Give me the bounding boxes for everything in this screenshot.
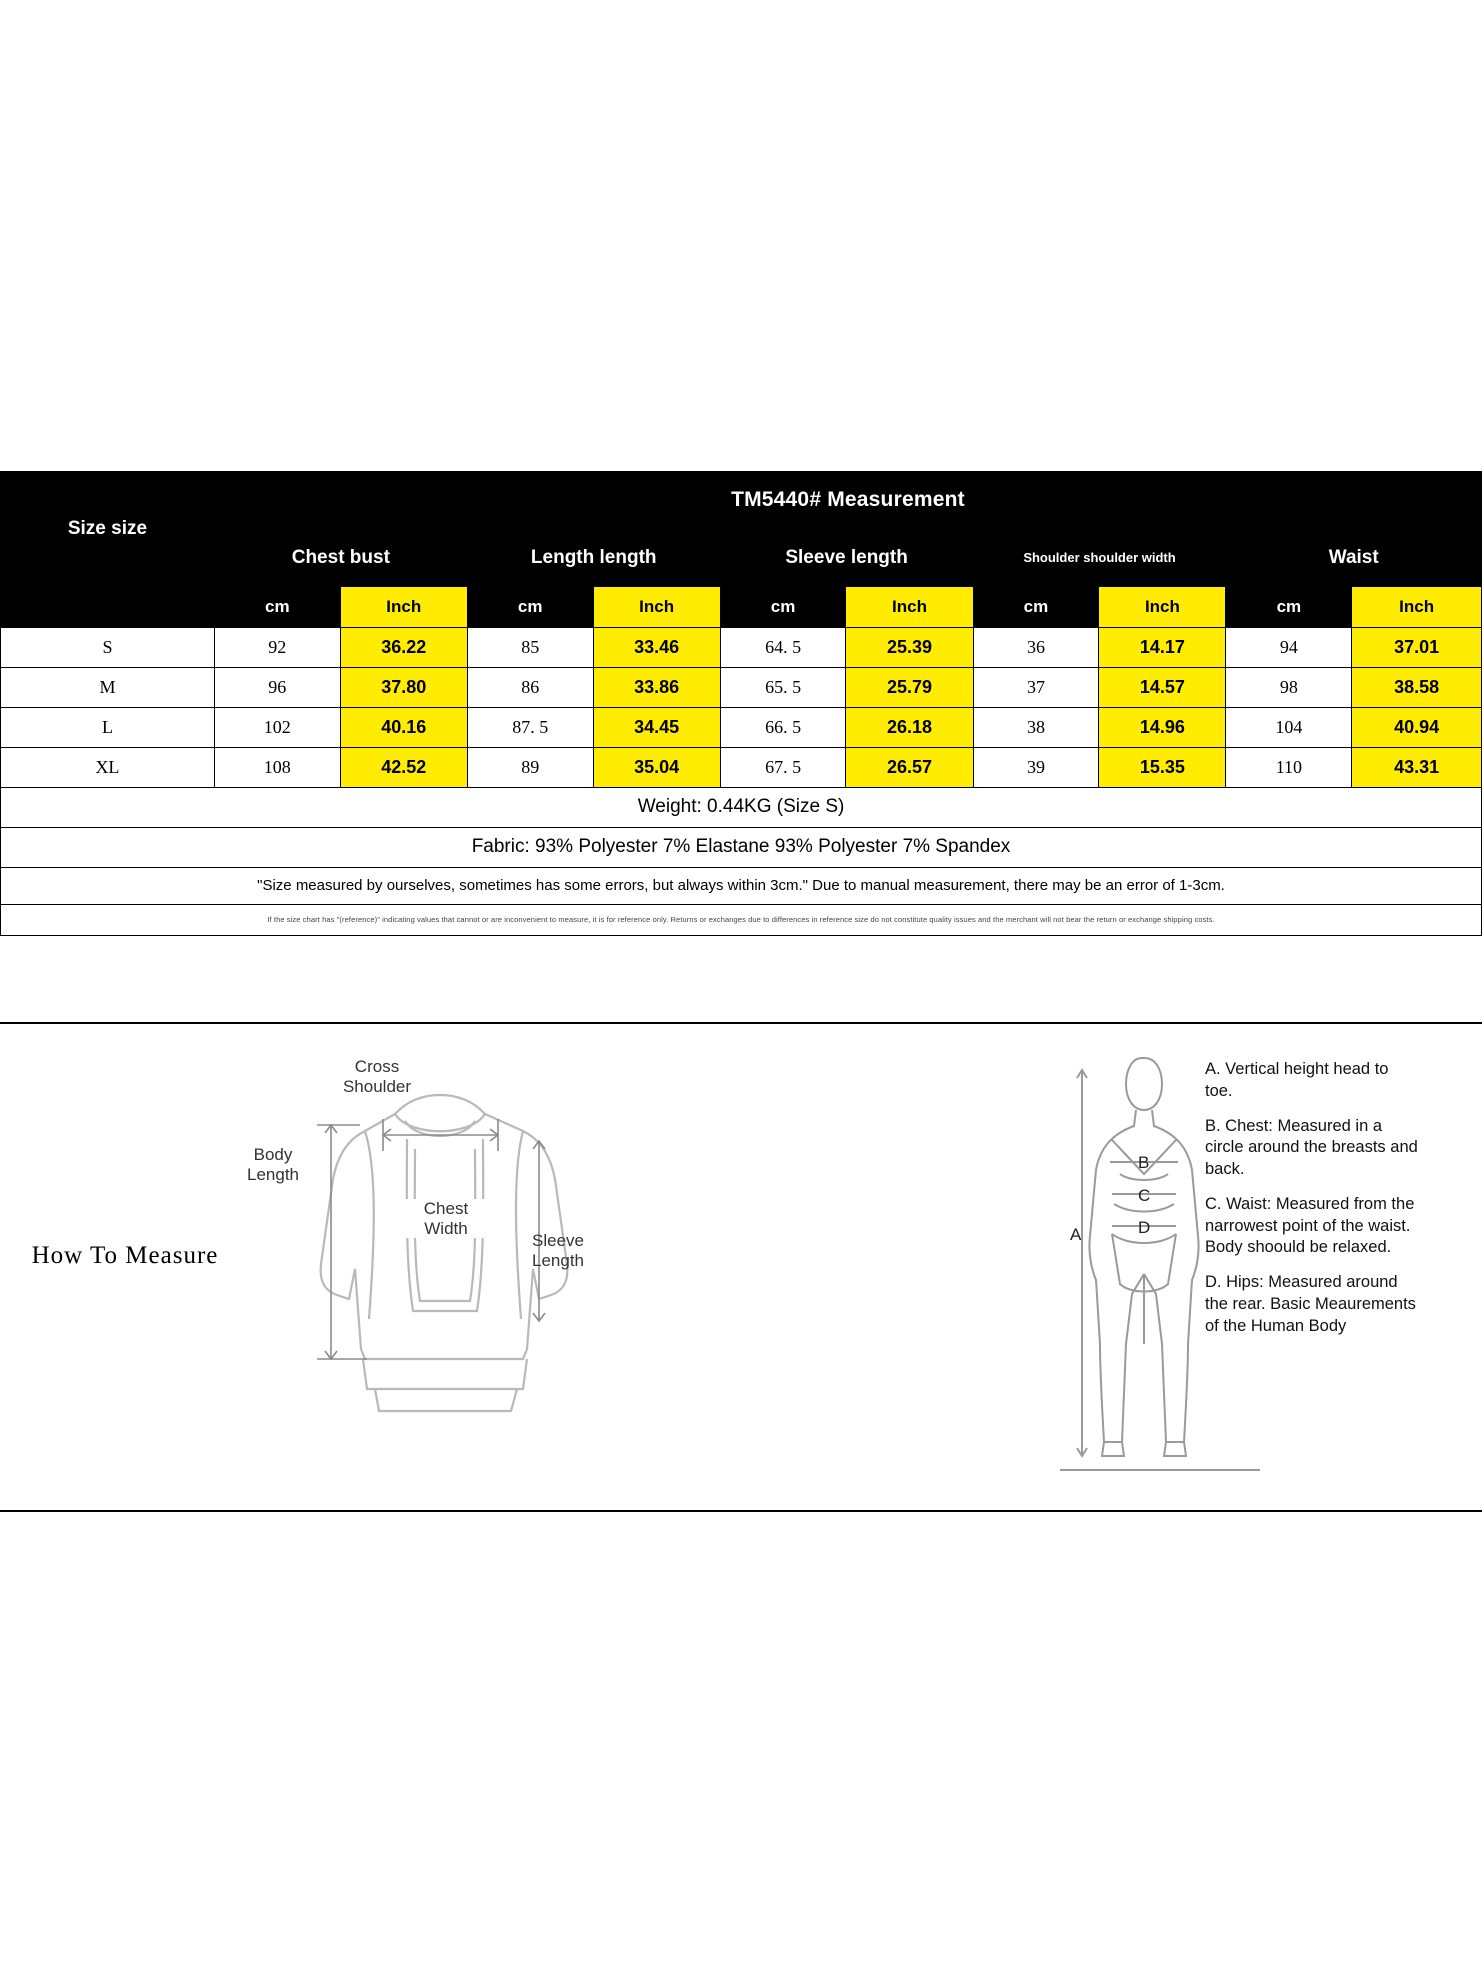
label-body-length: Body Length xyxy=(247,1145,299,1184)
row-size-label: S xyxy=(1,628,215,668)
row-size-label: M xyxy=(1,668,215,708)
cell-waist-cm: 94 xyxy=(1226,628,1352,668)
unit-inch-sleeve: Inch xyxy=(846,587,973,628)
group-header-chest: Chest bust xyxy=(214,529,467,587)
cell-length-inch: 34.45 xyxy=(593,708,720,748)
measure-desc-c: C. Waist: Measured from the narrowest point of the waist. Body shoould be relaxed. xyxy=(1205,1194,1415,1257)
cell-length-inch: 33.86 xyxy=(593,668,720,708)
cell-chest-inch: 40.16 xyxy=(340,708,467,748)
cell-sleeve-cm: 66. 5 xyxy=(720,708,846,748)
cell-shoulder-cm: 38 xyxy=(973,708,1099,748)
label-cross-shoulder: Cross Shoulder xyxy=(342,1057,412,1096)
cell-length-inch: 33.46 xyxy=(593,628,720,668)
cell-waist-cm: 104 xyxy=(1226,708,1352,748)
cell-shoulder-inch: 14.57 xyxy=(1099,668,1226,708)
cell-sleeve-inch: 25.79 xyxy=(846,668,973,708)
size-header-cell: Size size xyxy=(1,472,215,587)
cell-length-cm: 87. 5 xyxy=(467,708,593,748)
cell-sleeve-cm: 67. 5 xyxy=(720,748,846,788)
group-header-length: Length length xyxy=(467,529,720,587)
cell-length-cm: 89 xyxy=(467,748,593,788)
cell-sleeve-inch: 26.57 xyxy=(846,748,973,788)
marker-b: B xyxy=(1138,1153,1150,1172)
cell-chest-cm: 96 xyxy=(214,668,340,708)
cell-chest-inch: 36.22 xyxy=(340,628,467,668)
cell-sleeve-cm: 65. 5 xyxy=(720,668,846,708)
size-chart-section xyxy=(0,471,1482,936)
unit-inch-shoulder: Inch xyxy=(1099,587,1226,628)
how-to-measure-section xyxy=(0,1022,1482,1512)
cell-length-cm: 85 xyxy=(467,628,593,668)
measure-desc-a: A. Vertical height head to toe. xyxy=(1205,1060,1389,1100)
chart-title-cell: TM5440# Measurement xyxy=(214,472,1481,529)
cell-chest-inch: 42.52 xyxy=(340,748,467,788)
marker-c: C xyxy=(1138,1186,1151,1205)
measure-desc-d: D. Hips: Measured around the rear. Basic Meaurements of the Human Body xyxy=(1205,1273,1416,1335)
unit-inch-waist: Inch xyxy=(1352,587,1482,628)
unit-cm-length: cm xyxy=(467,587,593,628)
cell-length-inch: 35.04 xyxy=(593,748,720,788)
table-row xyxy=(1,668,1482,708)
unit-blank-cell xyxy=(1,587,215,628)
cell-waist-inch: 43.31 xyxy=(1352,748,1482,788)
measure-descriptions xyxy=(1205,1059,1420,1350)
row-size-label: XL xyxy=(1,748,215,788)
how-to-measure-title: How To Measure xyxy=(31,1242,219,1269)
unit-cm-chest: cm xyxy=(214,587,340,628)
cell-chest-inch: 37.80 xyxy=(340,668,467,708)
measurement-error-note: "Size measured by ourselves, sometimes has some errors, but always within 3cm." Due to manual measurement, there may be an error of 1-3cm. xyxy=(0,868,1482,905)
size-chart-table xyxy=(0,471,1482,788)
cell-chest-cm: 102 xyxy=(214,708,340,748)
cell-waist-inch: 38.58 xyxy=(1352,668,1482,708)
table-row-units xyxy=(1,587,1482,628)
cell-shoulder-inch: 14.96 xyxy=(1099,708,1226,748)
cell-length-cm: 86 xyxy=(467,668,593,708)
unit-inch-length: Inch xyxy=(593,587,720,628)
fine-print-note: If the size chart has "(reference)" indicating values that cannot or are inconvenient to measure, it is for reference only. Returns or exchanges due to differences in reference size do not constitute quality issues and the merchant will not bear the return or exchange shipping costs. xyxy=(0,905,1482,936)
table-row xyxy=(1,748,1482,788)
unit-cm-shoulder: cm xyxy=(973,587,1099,628)
unit-inch-chest: Inch xyxy=(340,587,467,628)
cell-sleeve-cm: 64. 5 xyxy=(720,628,846,668)
cell-waist-inch: 40.94 xyxy=(1352,708,1482,748)
unit-cm-waist: cm xyxy=(1226,587,1352,628)
table-row-groups xyxy=(1,529,1482,587)
cell-shoulder-cm: 36 xyxy=(973,628,1099,668)
cell-sleeve-inch: 25.39 xyxy=(846,628,973,668)
marker-d: D xyxy=(1138,1218,1151,1237)
row-size-label: L xyxy=(1,708,215,748)
group-header-shoulder: Shoulder shoulder width xyxy=(973,529,1226,587)
measure-desc-b: B. Chest: Measured in a circle around the breasts and back. xyxy=(1205,1116,1418,1179)
cell-shoulder-inch: 15.35 xyxy=(1099,748,1226,788)
cell-chest-cm: 108 xyxy=(214,748,340,788)
table-row xyxy=(1,628,1482,668)
label-chest-width: Chest Width xyxy=(391,1199,501,1238)
weight-note: Weight: 0.44KG (Size S) xyxy=(0,788,1482,828)
cell-shoulder-cm: 39 xyxy=(973,748,1099,788)
cell-waist-cm: 110 xyxy=(1226,748,1352,788)
fabric-note: Fabric: 93% Polyester 7% Elastane 93% Polyester 7% Spandex xyxy=(0,828,1482,868)
label-sleeve-length: Sleeve Length xyxy=(532,1231,584,1270)
group-header-sleeve: Sleeve length xyxy=(720,529,973,587)
marker-a: A xyxy=(1070,1225,1082,1244)
cell-sleeve-inch: 26.18 xyxy=(846,708,973,748)
table-row-title xyxy=(1,472,1482,529)
garment-diagram xyxy=(247,1057,645,1479)
cell-waist-inch: 37.01 xyxy=(1352,628,1482,668)
cell-shoulder-inch: 14.17 xyxy=(1099,628,1226,668)
cell-waist-cm: 98 xyxy=(1226,668,1352,708)
cell-shoulder-cm: 37 xyxy=(973,668,1099,708)
table-row xyxy=(1,708,1482,748)
group-header-waist: Waist xyxy=(1226,529,1482,587)
cell-chest-cm: 92 xyxy=(214,628,340,668)
unit-cm-sleeve: cm xyxy=(720,587,846,628)
